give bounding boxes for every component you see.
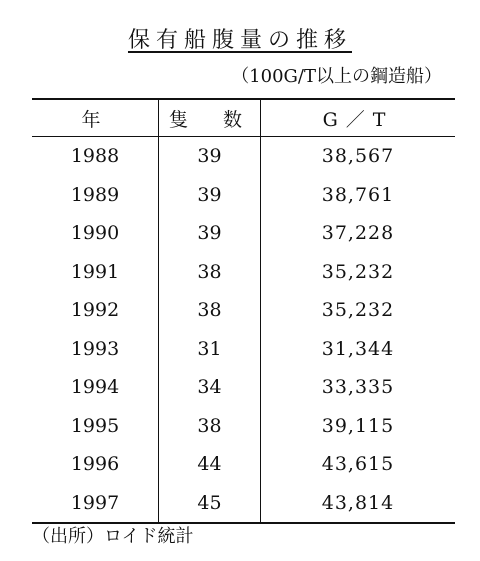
- table-row: [32, 176, 455, 215]
- table-row: [32, 445, 455, 484]
- table-row: [32, 368, 455, 407]
- cell-year: 1988: [32, 137, 159, 176]
- cell-ship-count: 39: [159, 137, 261, 176]
- cell-ship-count: 45: [159, 484, 261, 524]
- cell-year: 1996: [32, 445, 159, 484]
- cell-year: 1992: [32, 291, 159, 330]
- table-row: [32, 214, 455, 253]
- table-row: [32, 484, 455, 524]
- cell-year: 1991: [32, 253, 159, 292]
- cell-ship-count: 39: [159, 176, 261, 215]
- header-year: 年: [32, 99, 159, 137]
- source-note: （出所）ロイド統計: [32, 526, 194, 547]
- cell-year: 1993: [32, 330, 159, 369]
- cell-year: 1990: [32, 214, 159, 253]
- header-gross-tonnage: G／T: [261, 99, 456, 137]
- document-title: [0, 28, 480, 54]
- header-ship-count: 隻 数: [159, 99, 261, 137]
- cell-ship-count: 38: [159, 291, 261, 330]
- document-subtitle: （100G/T以上の鋼造船）: [231, 66, 442, 87]
- fleet-tonnage-table: [32, 98, 455, 524]
- cell-year: 1994: [32, 368, 159, 407]
- cell-gross-tonnage: 38,567: [321, 145, 395, 168]
- cell-gross-tonnage: 31,344: [321, 337, 395, 360]
- cell-year: 1997: [32, 484, 159, 524]
- cell-year: 1995: [32, 407, 159, 446]
- table-row: [32, 407, 455, 446]
- table-row: [32, 291, 455, 330]
- table-header: [32, 99, 455, 137]
- cell-ship-count: 38: [159, 253, 261, 292]
- table-row: [32, 330, 455, 369]
- cell-year: 1989: [32, 176, 159, 215]
- cell-gross-tonnage: 39,115: [321, 414, 395, 437]
- cell-gross-tonnage: 33,335: [321, 376, 395, 399]
- cell-gross-tonnage: 43,814: [261, 484, 456, 524]
- table-row: [32, 253, 455, 292]
- cell-gross-tonnage: 35,232: [321, 299, 395, 322]
- table-body: [32, 137, 455, 524]
- cell-gross-tonnage: 35,232: [321, 260, 395, 283]
- cell-gross-tonnage: 38,761: [321, 183, 395, 206]
- cell-ship-count: 39: [159, 214, 261, 253]
- cell-ship-count: 44: [159, 445, 261, 484]
- document-title-text: 保有船腹量の推移: [127, 28, 352, 53]
- table-row: [32, 137, 455, 176]
- cell-ship-count: 34: [159, 368, 261, 407]
- cell-gross-tonnage: 43,615: [321, 453, 395, 476]
- cell-ship-count: 38: [159, 407, 261, 446]
- cell-ship-count: 31: [159, 330, 261, 369]
- table-header-row: [32, 99, 455, 137]
- cell-gross-tonnage: 37,228: [321, 222, 395, 245]
